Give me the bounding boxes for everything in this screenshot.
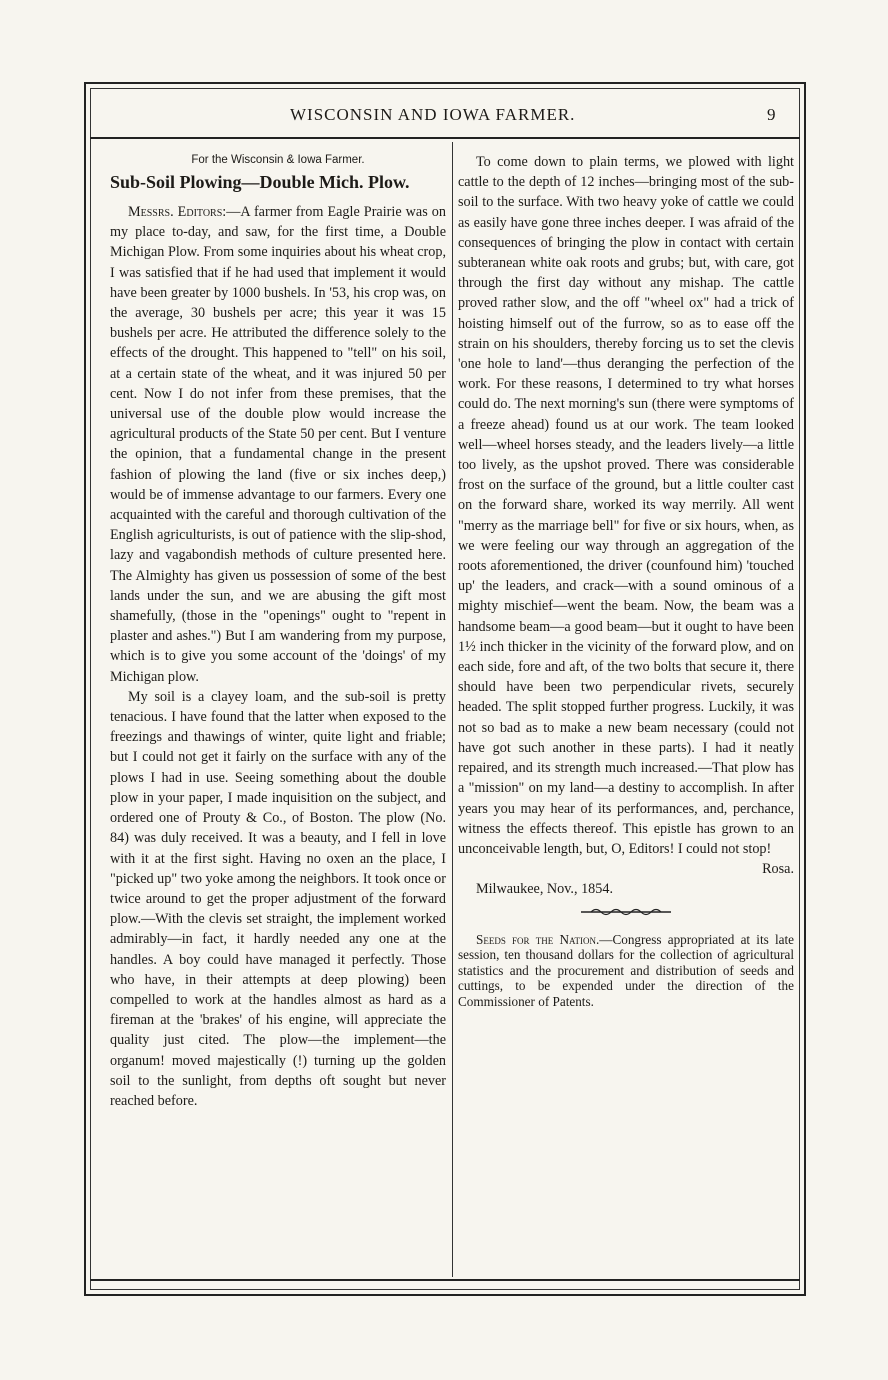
page-number: 9 — [767, 105, 777, 124]
dateline: Milwaukee, Nov., 1854. — [476, 881, 613, 898]
notice-text: —Congress appropriated at its late session, ten thousand dollars for the collection of agricultural statistics and the procurement and distribution of seeds and cuttings, to be expended under the direction of the Commissioner of Patents. — [458, 931, 794, 1009]
left-column — [110, 152, 446, 1111]
ornamental-divider — [458, 906, 794, 920]
article-attribution: For the Wisconsin & Iowa Farmer. — [191, 154, 365, 166]
paragraph-1-text: —A farmer from Eagle Prairie was on my place to-day, and saw, for the first time, a Double Michigan Plow. From some inquiries about his wheat crop, I was satisfied that if he had used that implement it would have been greater by 1000 bushels. In '53, his crop was, on the average, 30 bushels per acre; this year it was 15 bushels per acre. He attributed the difference solely to the effects of the drought. This happened to "tell" on his soil, at a certain state of the wheat, and it was injured 50 per cent. Now I do not infer from these premises, that the universal use of the double plow would increase the agricultural products of the State 50 per cent. But I venture the opinion, that a fundamental change in the present fashion of plowing the land (five or six inches deep,) would be of immense advantage to our farmers. Every one acquainted with the careful and thorough cultivation of the English agriculturists, is out of patience with the slip-shod, lazy and vagabondish methods of culture presented here. The Almighty has given us possession of some of the best lands under the sun, and we are abusing the gift most shamefully, (those in the "openings" ought to "repent in plaster and ashes.") But I am wandering from my purpose, which is to give you some account of the 'doings' of my Michigan plow. — [110, 204, 446, 685]
column-divider — [452, 142, 453, 1277]
ornament-rule-icon — [581, 907, 671, 917]
article-paragraph-1 — [110, 202, 446, 687]
notice-heading: Seeds for the Nation. — [476, 931, 600, 947]
article-title: Sub-Soil Plowing—Double Mich. Plow. — [110, 172, 410, 192]
running-header — [90, 105, 790, 135]
publication-title: WISCONSIN AND IOWA FARMER. — [290, 105, 576, 124]
right-column — [458, 152, 794, 1009]
salutation: Messrs. Editors: — [128, 204, 227, 220]
footer-rule — [90, 1279, 800, 1281]
article-paragraph-3: To come down to plain terms, we plowed with light cattle to the depth of 12 inches—bringing most of the sub-soil to the surface. With two heavy yoke of cattle we could as easily have gone three inches deeper. I was afraid of the consequences of bringing the plow in contact with certain subteranean white oak roots and grubs; but, with care, got through the first day without any mishap. The cattle proved rather slow, and the off "wheel ox" had a trick of hoisting himself out of the furrow, so as to ease off the strain on his shoulders, thereby forcing us to set the clevis 'one hole to land'—thus deranging the perfection of the work. For these reasons, I determined to try what horses could do. The next morning's sun (there were symptoms of a freeze ahead) found us at our work. The team looked well—wheel horses steady, and the leaders lively—a little too lively, as the upshot proved. There was considerable frost on the surface of the ground, but a little coulter cast on the forward share, worked its way merrily. All went "merry as the marriage bell" for five or six hours, when, as we were feeling our way through an aggregation of the roots aforementioned, the driver (counfound him) 'touched up' the leaders, and crack—with a sound ominous of a mighty mischief—went the beam. Now, the beam was a handsome beam—a good beam—but it ought to have been 1½ inch thicker in the vicinity of the forward plow, and on each side, fore and aft, of the two bolts that secure it, there should have been two perpendicular rivets, securely headed. The split stopped further progress. Luckily, it was not so bad as to make a new beam necessary (could not have got such another in these parts). I had it neatly repaired, and its strength much increased.—That plow has a "mission" on my land—a destiny to accomplish. In after years you may hear of its performances, and, perchance, witness the effects thereof. This epistle has grown to an unconceivable length, but, O, Editors! I could not stop! — [458, 154, 794, 857]
signature: Rosa. — [762, 861, 794, 878]
header-rule — [90, 137, 800, 139]
article-paragraph-2: My soil is a clayey loam, and the sub-soil is pretty tenacious. I have found that the latter when exposed to the freezings and thawings of winter, quite light and friable; but I could not get it fairly on the surface with any of the plows I had in use. Seeing something about the double plow in your paper, I made inquisition on the subject, and ordered one of Prouty & Co., of Boston. The plow (No. 84) was duly received. It was a beauty, and I fell in love with it at the first sight. Having no oxen an the place, I "picked up" two yoke among the neighbors. It took once or twice around to get the proper adjustment of the forward plow.—With the clevis set straight, the implement worked admirably—in fact, it hardly needed any one at the handles. A boy could have managed it perfectly. Those who have, in their attempts at deep plowing) been compelled to work at the handles almost as hard as a fireman at the 'brakes' of his engine, will appreciate the quality just cited. The plow—the implement—the organum! moved majestically (!) turning up the golden soil to the sunlight, from depths oft sought but never reached before. — [110, 688, 446, 1109]
seeds-notice — [458, 932, 794, 1010]
